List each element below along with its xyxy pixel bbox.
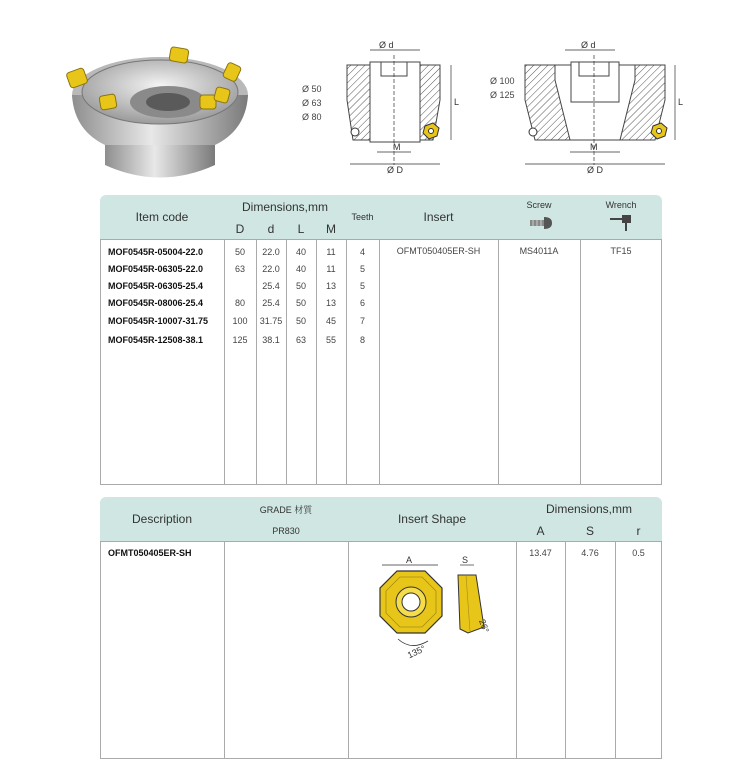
cell-teeth: 7 <box>359 316 365 326</box>
cell-d: 22.0 <box>262 247 280 257</box>
header-item-code: Item code <box>135 210 189 224</box>
cell-M: 55 <box>325 335 336 345</box>
dim-A-value: 13.47 <box>529 548 552 558</box>
item-code-cell: MOF0545R-12508-38.1 <box>108 335 204 345</box>
item-code-cell: MOF0545R-05004-22.0 <box>108 247 204 257</box>
insert-value: OFMT050405ER-SH <box>396 246 481 256</box>
dim-S-value: 4.76 <box>581 548 599 558</box>
diameter-80: Ø 80 <box>302 112 322 122</box>
header-wrench: Wrench <box>605 200 637 210</box>
insert-shape-drawing <box>370 555 510 665</box>
dim-m-large: M <box>590 142 598 152</box>
svg-text:L: L <box>678 97 684 107</box>
cell-teeth: 6 <box>359 298 365 308</box>
cell-d: 31.75 <box>259 316 283 326</box>
cell-teeth: 5 <box>359 264 365 274</box>
svg-text:Ø d: Ø d <box>581 40 596 50</box>
shape-label-26: 26° <box>476 617 492 635</box>
diameter-50: Ø 50 <box>302 84 322 94</box>
cell-M: 13 <box>325 298 336 308</box>
header-L: L <box>297 222 305 236</box>
header-r: r <box>636 524 641 538</box>
cell-d: 25.4 <box>262 298 280 308</box>
header-dimensions: Dimensions,mm <box>241 200 328 214</box>
cell-D: 63 <box>234 264 245 274</box>
cell-L: 63 <box>295 335 306 345</box>
cutter-photo <box>60 40 260 185</box>
cell-teeth: 4 <box>359 247 365 257</box>
header-insert-shape: Insert Shape <box>397 512 467 526</box>
cell-L: 50 <box>295 281 306 291</box>
svg-text:Ø D: Ø D <box>587 165 604 175</box>
header-D: D <box>235 222 245 236</box>
cell-D: 80 <box>234 298 245 308</box>
item-code-cell: MOF0545R-06305-25.4 <box>108 281 204 291</box>
diameter-63: Ø 63 <box>302 98 322 108</box>
cell-D: 100 <box>232 316 248 326</box>
grade-value: PR830 <box>272 526 300 536</box>
header-insert: Insert <box>423 210 454 224</box>
item-code-cell: MOF0545R-06305-22.0 <box>108 264 204 274</box>
shape-label-s: S <box>462 555 469 565</box>
shape-label-135: 135° <box>405 643 427 661</box>
header-d: d <box>267 222 275 236</box>
wrench-value: TF15 <box>610 246 632 256</box>
header-M: M <box>326 222 336 236</box>
header-screw: Screw <box>526 200 552 210</box>
dim-r-value: 0.5 <box>632 548 645 558</box>
cell-teeth: 8 <box>359 335 365 345</box>
cutter-spec-table <box>100 195 662 485</box>
cell-d: 25.4 <box>262 281 280 291</box>
header-teeth: Teeth <box>351 212 374 222</box>
diameter-list-large <box>490 74 515 102</box>
shape-label-a: A <box>406 555 413 565</box>
description-value: OFMT050405ER-SH <box>108 548 192 558</box>
svg-text:Ø d: Ø d <box>379 40 394 50</box>
svg-text:L: L <box>454 97 460 107</box>
header-A: A <box>536 524 545 538</box>
header-description: Description <box>131 512 193 526</box>
cell-M: 45 <box>325 316 336 326</box>
cell-L: 50 <box>295 316 306 326</box>
diameter-100: Ø 100 <box>490 76 515 86</box>
cell-M: 13 <box>325 281 336 291</box>
diameter-125: Ø 125 <box>490 90 515 100</box>
header-grade: GRADE 材質 <box>259 504 313 515</box>
screw-value: MS4011A <box>519 246 559 256</box>
cell-d: 38.1 <box>262 335 280 345</box>
item-code-cell: MOF0545R-10007-31.75 <box>108 316 209 326</box>
cell-D: 50 <box>234 247 245 257</box>
screw-icon <box>528 215 554 231</box>
cell-L: 40 <box>295 264 306 274</box>
item-code-cell: MOF0545R-08006-25.4 <box>108 298 204 308</box>
drawing-small-cutter <box>305 40 480 175</box>
header-S: S <box>585 524 594 538</box>
svg-text:Ø D: Ø D <box>387 165 404 175</box>
wrench-icon <box>608 213 640 233</box>
cell-M: 11 <box>326 264 336 274</box>
cell-L: 50 <box>295 298 306 308</box>
diameter-list-small <box>302 82 322 124</box>
insert-spec-table <box>100 497 662 759</box>
cell-L: 40 <box>295 247 306 257</box>
drawing-large-cutter <box>495 40 695 175</box>
header-dimensions-2: Dimensions,mm <box>545 502 632 516</box>
cell-d: 22.0 <box>262 264 280 274</box>
cell-M: 11 <box>326 247 336 257</box>
dim-m-small: M <box>393 142 401 152</box>
cell-teeth: 5 <box>359 281 365 291</box>
cell-D: 125 <box>232 335 248 345</box>
